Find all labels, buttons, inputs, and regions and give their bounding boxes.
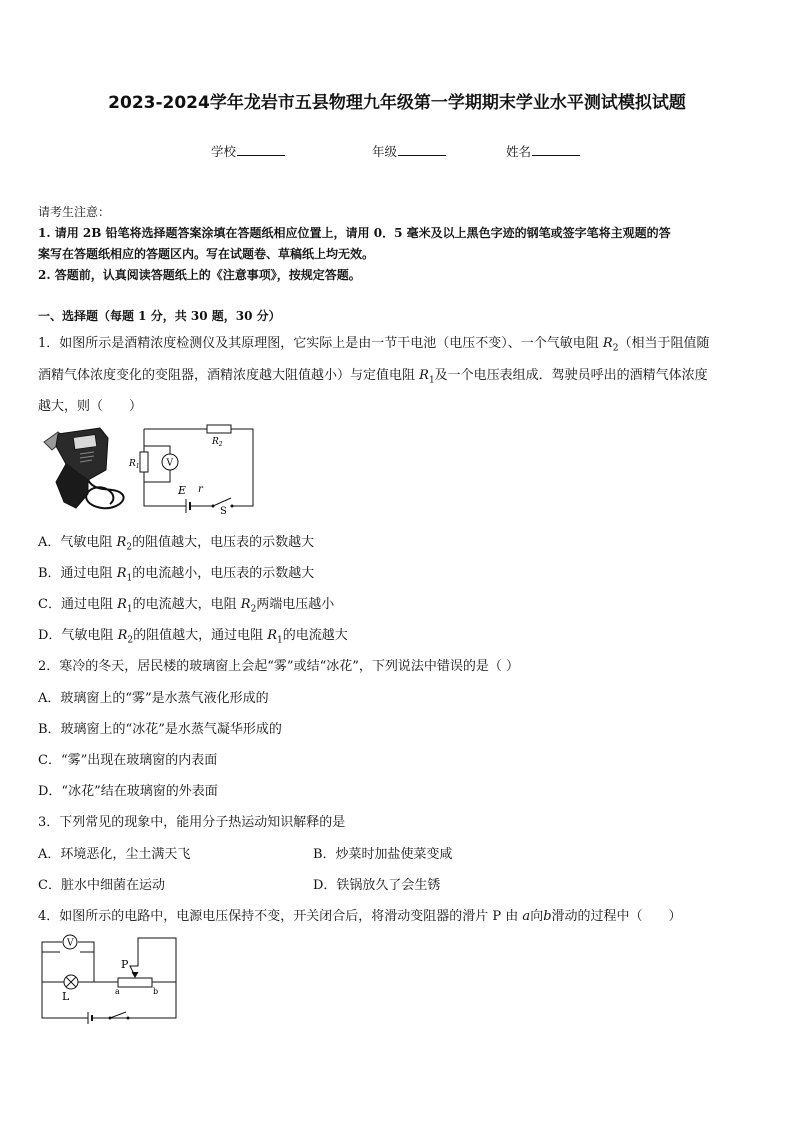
notice-line-1a: 1. 请用 2B 铅笔将选择题答案涂填在答题纸相应位置上，请用 0．5 毫米及以上黑色字迹的钢笔或签字笔将主观题的答 <box>38 226 671 240</box>
school-field <box>211 142 285 160</box>
school-blank <box>237 143 285 156</box>
q3-option-c: C．脏水中细菌在运动 <box>38 878 165 893</box>
name-label: 姓名 <box>506 144 532 159</box>
q1-stem-line3: 越大，则（ ） <box>38 399 143 414</box>
q1-option-b: B．通过电阻 $R_1$的电流越小，电压表的示数越大 <box>38 566 315 584</box>
breathalyzer-image <box>36 424 132 516</box>
q2-option-b: B．玻璃窗上的“冰花”是水蒸气凝华形成的 <box>38 722 282 737</box>
q2-option-a: A．玻璃窗上的“雾”是水蒸气液化形成的 <box>38 691 269 706</box>
grade-label: 年级 <box>372 144 398 159</box>
resistor-r2 <box>207 425 231 433</box>
lamp-label: L <box>62 990 70 1003</box>
name-field <box>506 142 580 160</box>
q3-option-b: B．炒菜时加盐使菜变咸 <box>313 847 453 862</box>
notice-line-2: 2. 答题前，认真阅读答题纸上的《注意事项》，按规定答题。 <box>38 268 361 282</box>
q1-option-d: D．气敏电阻 $R_2$的阻值越大，通过电阻 $R_1$的电流越大 <box>38 628 348 646</box>
page-title: 2023-2024学年龙岩市五县物理九年级第一学期期末学业水平测试模拟试题 <box>108 93 686 113</box>
end-b-label: b <box>153 987 159 996</box>
q3-option-d: D．铁锅放久了会生锈 <box>313 878 441 893</box>
q1-option-a: A．气敏电阻 $R_2$的阻值越大，电压表的示数越大 <box>38 535 315 553</box>
internal-resistance-label: r <box>198 484 203 495</box>
school-label: 学校 <box>211 144 237 159</box>
q2-option-c: C．“雾”出现在玻璃窗的内表面 <box>38 753 218 768</box>
resistor-r1 <box>140 452 148 472</box>
grade-field <box>372 142 446 160</box>
r1-label: $R_1$ <box>129 459 140 470</box>
q4-circuit-diagram <box>38 932 184 1026</box>
q2-option-d: D．“冰花”结在玻璃窗的外表面 <box>38 784 218 799</box>
grade-blank <box>398 143 446 156</box>
notice-line-1b: 案写在答题纸相应的答题区内。写在试题卷、草稿纸上均无效。 <box>38 247 375 261</box>
section-heading: 一、选择题（每题 1 分，共 30 题，30 分） <box>38 309 281 323</box>
switch-icon <box>213 498 231 506</box>
voltmeter-label-q4: V <box>67 938 74 949</box>
q1-stem-line2: 酒精气体浓度变化的变阻器，酒精浓度越大阻值越小）与定值电阻 $R_1$及一个电压表组成．驾驶员呼出的酒精气体浓度 <box>38 368 708 386</box>
slider-label: P <box>121 958 129 971</box>
end-a-label: a <box>115 987 120 996</box>
q4-stem: 4．如图所示的电路中，电源电压保持不变，开关闭合后，将滑动变阻器的滑片 P 由 a向b滑动的过程中（ ） <box>38 909 682 924</box>
r2-label: $R_2$ <box>212 437 223 448</box>
q1-option-c: C．通过电阻 $R_1$的电流越大，电阻 $R_2$两端电压越小 <box>38 597 335 615</box>
q2-stem: 2．寒冷的冬天，居民楼的玻璃窗上会起“雾”或结“冰花”，下列说法中错误的是（ ） <box>38 659 519 674</box>
notice-heading: 请考生注意： <box>38 205 111 219</box>
q3-stem: 3．下列常见的现象中，能用分子热运动知识解释的是 <box>38 815 346 830</box>
slider-arrow-icon <box>132 972 138 977</box>
voltmeter-label: V <box>166 458 173 469</box>
q1-circuit-diagram <box>128 424 260 514</box>
name-blank <box>532 143 580 156</box>
q3-option-a: A．环境恶化，尘土满天飞 <box>38 847 191 862</box>
switch-label: S <box>220 506 227 514</box>
switch-icon-q4 <box>110 1012 126 1018</box>
q1-stem-line1: 1．如图所示是酒精浓度检测仪及其原理图，它实际上是由一节干电池（电压不变）、一个气敏电阻 $R_2$（相当于阻值随 <box>38 336 710 354</box>
rheostat-icon <box>118 978 152 987</box>
emf-label: E <box>178 484 187 497</box>
